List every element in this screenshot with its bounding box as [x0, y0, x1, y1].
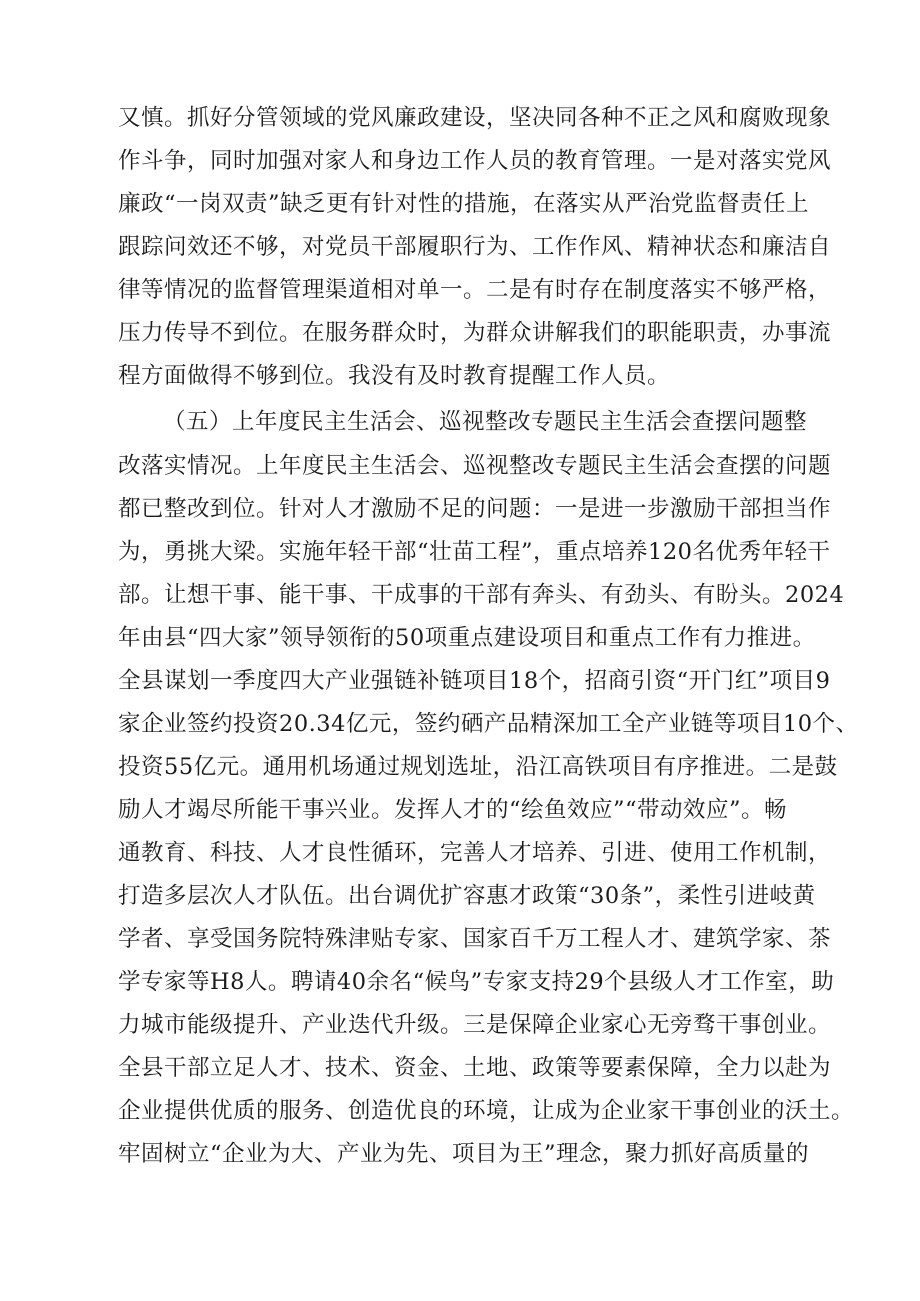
- text-line: 励人才竭尽所能干事兴业。发挥人才的“绘鱼效应”“带动效应”。畅: [118, 797, 788, 823]
- text-line: 家企业签约投资20.34亿元，签约硒产品精深加工全产业链等项目10个、: [118, 711, 859, 737]
- section-heading-line: （五）上年度民主生活会、巡视整改专题民主生活会查摆问题整: [163, 409, 808, 435]
- text-line: 都已整改到位。针对人才激励不足的问题：一是进一步激励干部担当作: [118, 496, 832, 522]
- text-line: 又慎。抓好分管领域的党风廉政建设，坚决同各种不正之风和腐败现象: [118, 105, 832, 131]
- text-line: 压力传导不到位。在服务群众时，为群众讲解我们的职能职责，办事流: [118, 320, 832, 346]
- text-line: 作斗争，同时加强对家人和身边工作人员的教育管理。一是对落实党风: [118, 148, 832, 174]
- text-line: 年由县“四大家”领导领衔的50项重点建设项目和重点工作有力推进。: [118, 625, 816, 651]
- text-line: 全县谋划一季度四大产业强链补链项目18个，招商引资“开门红”项目9: [118, 668, 831, 694]
- text-line: 通教育、科技、人才良性循环，完善人才培养、引进、使用工作机制，: [118, 840, 832, 866]
- text-line: 打造多层次人才队伍。出台调优扩容惠才政策“30条”，柔性引进岐黄: [118, 883, 816, 909]
- text-line: 律等情况的监督管理渠道相对单一。二是有时存在制度落实不够严格，: [118, 277, 832, 303]
- text-line: 学专家等H8人。聘请40余名“候鸟”专家支持29个县级人才工作室，助: [118, 969, 835, 995]
- text-line: 学者、享受国务院特殊津贴专家、国家百千万工程人才、建筑学家、茶: [118, 926, 832, 952]
- text-line: 力城市能级提升、产业迭代升级。三是保障企业家心无旁骛干事创业。: [118, 1012, 832, 1038]
- text-line: 企业提供优质的服务、创造优良的环境，让成为企业家干事创业的沃土。: [118, 1098, 855, 1124]
- text-line: 改落实情况。上年度民主生活会、巡视整改专题民主生活会查摆的问题: [118, 453, 832, 479]
- text-line: 全县干部立足人才、技术、资金、土地、政策等要素保障，全力以赴为: [118, 1055, 832, 1081]
- text-line: 为，勇挑大梁。实施年轻干部“壮苗工程”，重点培养120名优秀年轻干: [118, 539, 831, 565]
- text-line: 投资55亿元。通用机场通过规划选址，沿江高铁项目有序推进。二是鼓: [118, 754, 838, 780]
- text-line: 程方面做得不够到位。我没有及时教育提醒工作人员。: [118, 363, 671, 389]
- text-line: 廉政“一岗双责”缺乏更有针对性的措施，在落实从严治党监督责任上: [118, 191, 810, 217]
- text-line: 部。让想干事、能干事、干成事的干部有奔头、有劲头、有盼头。2024: [118, 582, 845, 608]
- text-line: 跟踪问效还不够，对党员干部履职行为、工作作风、精神状态和廉洁自: [118, 234, 832, 260]
- text-line: 牢固树立“企业为大、产业为先、项目为王”理念，聚力抓好高质量的: [118, 1141, 810, 1167]
